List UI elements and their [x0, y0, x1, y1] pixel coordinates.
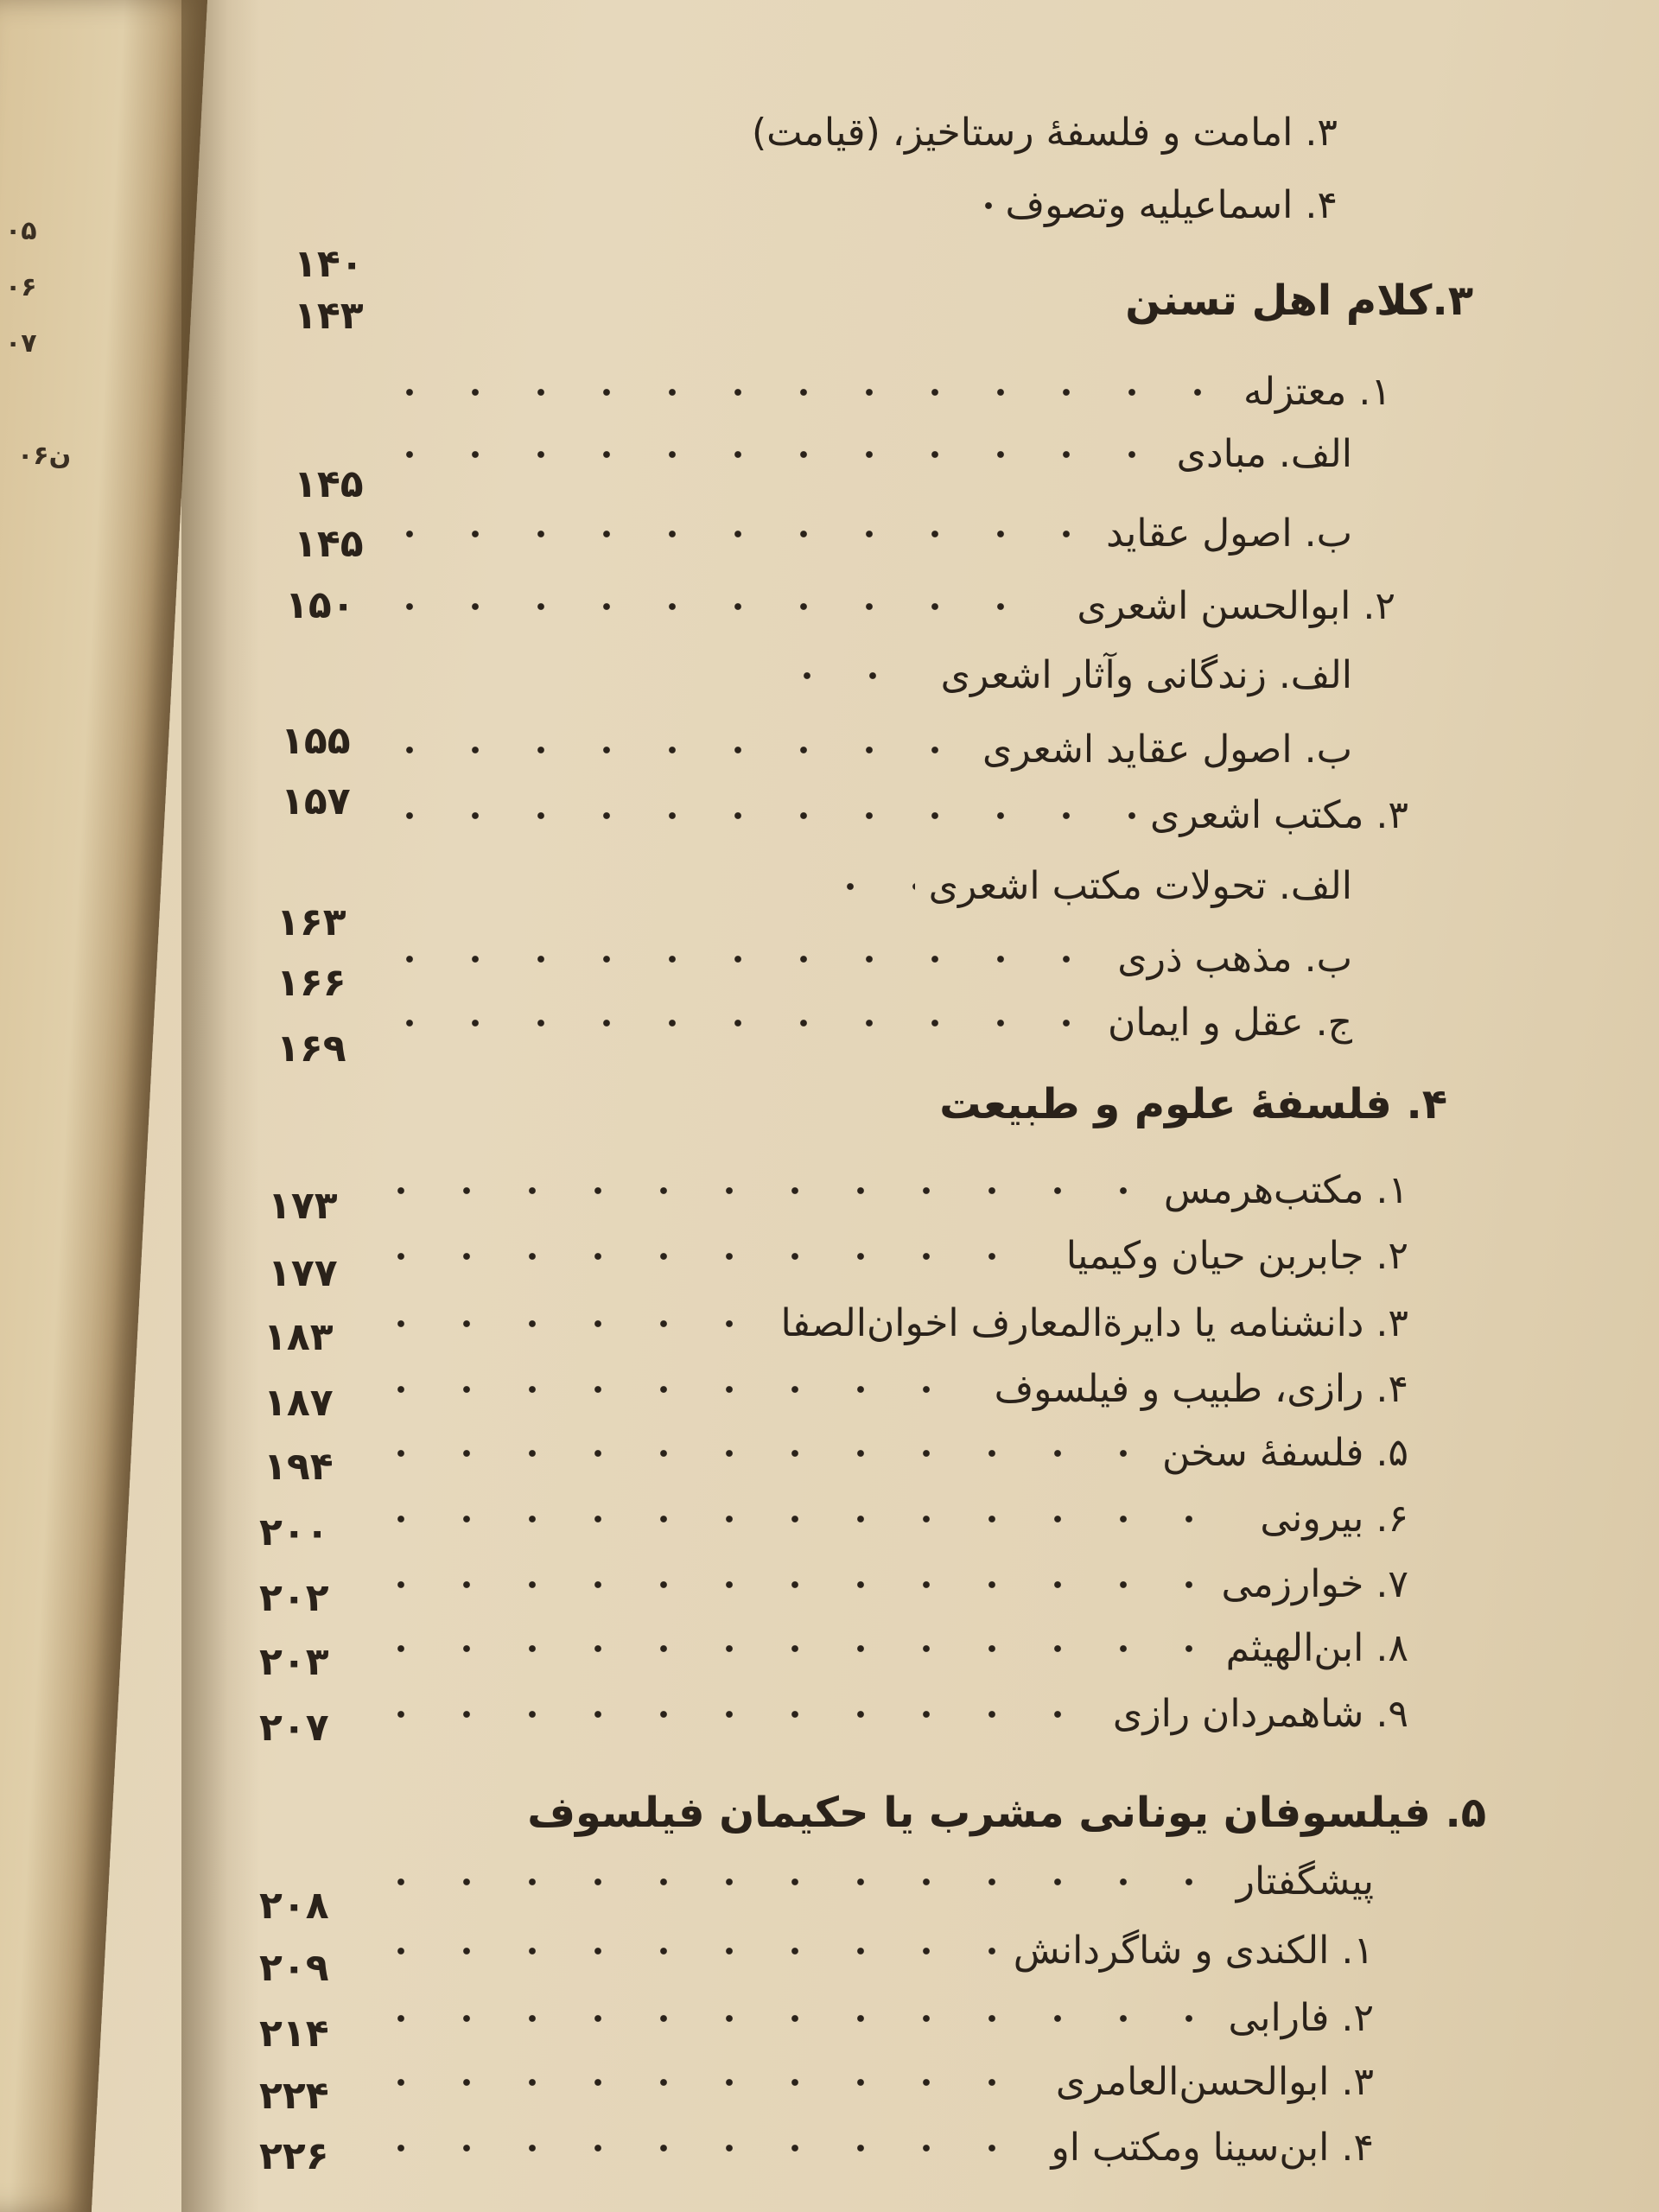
- toc-entry-title: ب. اصول عقاید اشعری: [982, 728, 1352, 772]
- page-number: ۱۴۵: [294, 462, 364, 506]
- toc-entry-title: پیشگفتار: [1236, 1859, 1374, 1904]
- toc-entry: [354, 1859, 1374, 1904]
- toc-entry-title: ۱. معتزله: [1243, 370, 1391, 414]
- toc-entry-title: ب. مذهب ذری: [1117, 937, 1352, 981]
- page-number: ۱۴۰: [294, 242, 364, 286]
- toc-entry-title: ۳.کلام اهل تسنن: [1125, 276, 1473, 325]
- page-number: ۱۷۳: [268, 1184, 338, 1228]
- dot-leader: [377, 746, 969, 754]
- toc-entry: [354, 1367, 1408, 1411]
- toc-entry: [354, 1929, 1374, 1973]
- toc-entry-title: الف. زندگانی وآثار اشعری: [940, 653, 1352, 697]
- toc-entry-title: ۳. امامت و فلسفهٔ رستاخیز، (قیامت): [751, 111, 1338, 155]
- book-gutter: [181, 0, 259, 2212]
- toc-entry-title: ۱. الکندی و شاگردانش: [1013, 1929, 1374, 1973]
- dot-leader: [368, 1186, 1150, 1195]
- page-number: ۲۲۴: [259, 2074, 329, 2118]
- toc-entry: [804, 864, 1352, 908]
- dot-leader: [368, 1580, 1207, 1589]
- toc-entry: [354, 1168, 1408, 1212]
- page-number: ۱۹۴: [264, 1445, 334, 1489]
- toc-entry-title: ۷. خوارزمی: [1221, 1562, 1408, 1606]
- toc-entry-title: ۵. فلسفهٔ سخن: [1161, 1431, 1408, 1475]
- dot-leader: [368, 1878, 1223, 1886]
- dot-leader: [368, 2078, 1042, 2087]
- page-number: ۱۵۰: [285, 583, 355, 627]
- toc-entry-title: ۲. جابربن حیان وکیمیا: [1065, 1234, 1408, 1278]
- page-number: ۱۸۳: [264, 1315, 334, 1359]
- left-page-mark: ۰۶ن: [17, 441, 72, 471]
- toc-entry: [354, 2126, 1374, 2170]
- dot-leader: [377, 602, 1063, 611]
- toc-entry: [354, 1626, 1408, 1670]
- toc-entry: [363, 512, 1352, 556]
- toc-entry: [354, 2060, 1374, 2104]
- page-number: ۲۰۹: [259, 1946, 329, 1990]
- toc-entry: [726, 111, 1338, 155]
- toc-entry-title: ۱. مکتب‌هرمس: [1163, 1168, 1408, 1212]
- dot-leader: [368, 1385, 981, 1394]
- left-page-mark: ۰۵: [5, 216, 37, 246]
- dot-leader: [774, 671, 927, 680]
- dot-leader: [368, 1710, 1099, 1719]
- page-number: ۱۶۶: [276, 961, 346, 1005]
- toc-entry-title: ۴. رازی، طبیب و فیلسوف: [994, 1367, 1408, 1411]
- dot-leader: [368, 1449, 1148, 1458]
- section-heading: [1125, 276, 1473, 325]
- toc-entry: [354, 1497, 1408, 1541]
- page-number: ۲۰۷: [259, 1706, 329, 1750]
- dot-leader: [377, 1019, 1094, 1027]
- toc-entry: [354, 1301, 1408, 1345]
- dot-leader: [368, 1644, 1212, 1653]
- dot-leader: [377, 955, 1103, 963]
- toc-entry: [354, 1562, 1408, 1606]
- toc-entry-title: ۲. ابوالحسن اشعری: [1077, 584, 1395, 628]
- page-number: ۱۷۷: [268, 1251, 338, 1295]
- page-number: ۱۶۹: [276, 1027, 346, 1071]
- dot-leader: [377, 388, 1230, 397]
- dot-leader: [368, 1947, 1000, 1955]
- toc-entry-title: ۸. ابن‌الهیثم: [1225, 1626, 1408, 1670]
- page-number: ۱۵۵: [281, 719, 351, 763]
- dot-leader: [377, 450, 1163, 459]
- dot-leader: [368, 1252, 1052, 1261]
- toc-entry: [942, 183, 1338, 227]
- toc-entry-title: الف. مبادی: [1176, 432, 1352, 476]
- page-number: ۲۱۴: [259, 2012, 329, 2056]
- page-number: ۲۰۳: [259, 1640, 329, 1684]
- toc-entry-title: ۳. دانشنامه یا دایرة‌المعارف اخوان‌الصفا: [780, 1301, 1408, 1345]
- toc-entry-title: الف. تحولات مکتب اشعری: [928, 864, 1352, 908]
- toc-entry-title: ب. اصول عقاید: [1106, 512, 1352, 556]
- dot-leader: [817, 882, 915, 891]
- page-number: ۱۶۳: [276, 900, 346, 944]
- page-number: ۱۴۳: [294, 294, 364, 338]
- toc-entry-title: ۹. شاهمردان رازی: [1112, 1692, 1408, 1736]
- dot-leader: [368, 2014, 1215, 2023]
- dot-leader: [368, 1319, 767, 1328]
- toc-entry-title: ج. عقل و ایمان: [1107, 1001, 1352, 1045]
- left-page-mark: ۰۶: [5, 272, 37, 302]
- toc-entry: [363, 432, 1352, 476]
- toc-entry: [363, 937, 1352, 981]
- toc-entry-title: ۴. اسماعیلیه وتصوف: [1005, 183, 1338, 227]
- page-number: ۲۰۸: [259, 1884, 329, 1928]
- toc-entry-title: ۲. فارابی: [1228, 1996, 1374, 2040]
- section-heading: [939, 1080, 1447, 1128]
- toc-entry-title: ۳. ابوالحسن‌العامری: [1055, 2060, 1374, 2104]
- toc-entry: [363, 793, 1408, 837]
- toc-entry: [363, 1001, 1352, 1045]
- page-number: ۲۰۰: [259, 1510, 329, 1554]
- toc-entry-title: ۴. فلسفهٔ علوم و طبیعت: [939, 1080, 1447, 1128]
- toc-entry-title: ۳. مکتب اشعری: [1150, 793, 1408, 837]
- toc-entry: [354, 1692, 1408, 1736]
- page-number: ۲۰۲: [259, 1576, 329, 1620]
- toc-entry-title: ۴. ابن‌سینا ومکتب او: [1051, 2126, 1374, 2170]
- page-number: ۱۸۷: [264, 1381, 334, 1425]
- toc-entry: [354, 1234, 1408, 1278]
- toc-entry: [363, 370, 1391, 414]
- dot-leader: [368, 1515, 1246, 1523]
- dot-leader: [956, 201, 992, 210]
- page-number: ۲۲۶: [259, 2134, 329, 2178]
- left-page-mark: ۰۷: [5, 328, 37, 359]
- toc-entry: [363, 584, 1395, 628]
- dot-leader: [377, 811, 1136, 820]
- toc-entry: [363, 728, 1352, 772]
- toc-entry-title: ۶. بیرونی: [1260, 1497, 1408, 1541]
- section-heading: [527, 1789, 1486, 1837]
- dot-leader: [377, 530, 1092, 538]
- page-number: ۱۵۷: [281, 779, 351, 823]
- toc-entry: [354, 1431, 1408, 1475]
- toc-entry: [354, 1996, 1374, 2040]
- toc-entry-title: ۵. فیلسوفان یونانی مشرب یا حکیمان فیلسوف: [527, 1789, 1486, 1837]
- page-number: ۱۴۵: [294, 522, 364, 566]
- dot-leader: [368, 2144, 1038, 2152]
- toc-entry: [760, 653, 1352, 697]
